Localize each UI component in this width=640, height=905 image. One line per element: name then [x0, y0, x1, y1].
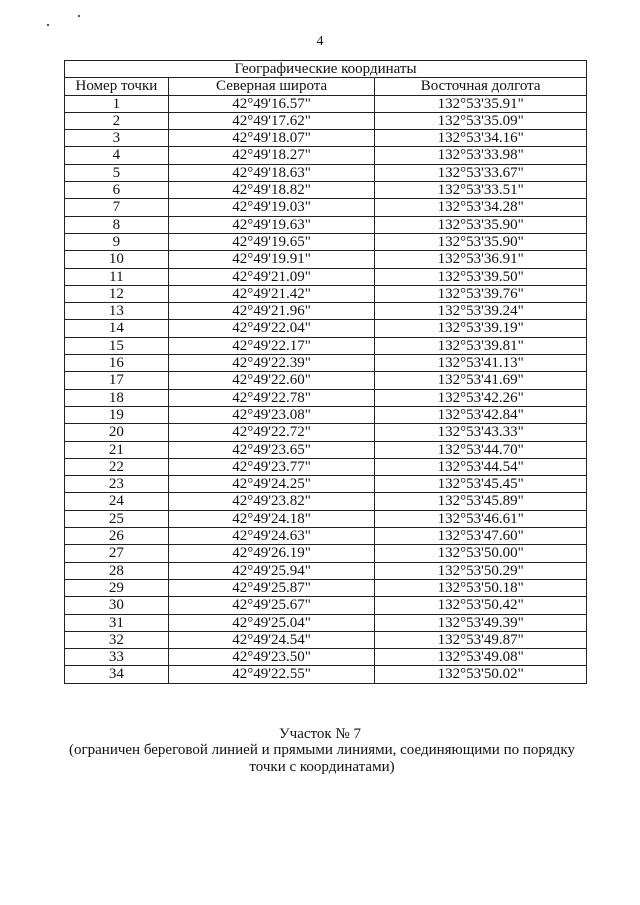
point-number-cell: 24: [65, 493, 169, 510]
point-number-cell: 23: [65, 476, 169, 493]
point-number-cell: 30: [65, 597, 169, 614]
latitude-cell: 42°49'18.82": [168, 182, 375, 199]
table-row: [65, 424, 587, 441]
longitude-cell: 132°53'49.08": [375, 649, 587, 666]
latitude-cell: 42°49'24.63": [168, 528, 375, 545]
latitude-cell: 42°49'24.18": [168, 510, 375, 527]
latitude-cell: 42°49'22.04": [168, 320, 375, 337]
table-row: [65, 441, 587, 458]
point-number-cell: 34: [65, 666, 169, 683]
longitude-cell: 132°53'43.33": [375, 424, 587, 441]
table-row: [65, 614, 587, 631]
point-number-cell: 11: [65, 268, 169, 285]
table-row: [65, 216, 587, 233]
point-number-cell: 3: [65, 130, 169, 147]
longitude-cell: 132°53'49.39": [375, 614, 587, 631]
table-row: [65, 164, 587, 181]
longitude-cell: 132°53'44.70": [375, 441, 587, 458]
section-title: Участок № 7: [279, 726, 361, 742]
table-row: [65, 579, 587, 596]
latitude-cell: 42°49'23.50": [168, 649, 375, 666]
table-row: [65, 597, 587, 614]
table-row: [65, 476, 587, 493]
table-row: [65, 649, 587, 666]
header-longitude: Восточная долгота: [375, 78, 587, 95]
longitude-cell: 132°53'33.67": [375, 164, 587, 181]
longitude-cell: 132°53'50.42": [375, 597, 587, 614]
point-number-cell: 4: [65, 147, 169, 164]
latitude-cell: 42°49'22.78": [168, 389, 375, 406]
latitude-cell: 42°49'19.65": [168, 233, 375, 250]
latitude-cell: 42°49'25.94": [168, 562, 375, 579]
table-row: [65, 233, 587, 250]
header-point-number: Номер точки: [65, 78, 169, 95]
longitude-cell: 132°53'41.69": [375, 372, 587, 389]
point-number-cell: 7: [65, 199, 169, 216]
coordinates-table: [64, 60, 587, 684]
latitude-cell: 42°49'22.60": [168, 372, 375, 389]
point-number-cell: 20: [65, 424, 169, 441]
latitude-cell: 42°49'16.57": [168, 95, 375, 112]
table-row: [65, 147, 587, 164]
longitude-cell: 132°53'39.24": [375, 303, 587, 320]
longitude-cell: 132°53'39.81": [375, 337, 587, 354]
latitude-cell: 42°49'23.82": [168, 493, 375, 510]
scan-speck: [78, 15, 80, 17]
latitude-cell: 42°49'22.55": [168, 666, 375, 683]
latitude-cell: 42°49'24.54": [168, 631, 375, 648]
table-row: [65, 545, 587, 562]
point-number-cell: 31: [65, 614, 169, 631]
table-row: [65, 303, 587, 320]
table-row: [65, 320, 587, 337]
latitude-cell: 42°49'17.62": [168, 112, 375, 129]
longitude-cell: 132°53'39.76": [375, 285, 587, 302]
table-row: [65, 268, 587, 285]
table-row: [65, 337, 587, 354]
longitude-cell: 132°53'50.18": [375, 579, 587, 596]
table-row: [65, 355, 587, 372]
latitude-cell: 42°49'21.42": [168, 285, 375, 302]
scan-speck: [47, 24, 49, 26]
table-row: [65, 458, 587, 475]
latitude-cell: 42°49'21.96": [168, 303, 375, 320]
table-row: [65, 130, 587, 147]
latitude-cell: 42°49'22.72": [168, 424, 375, 441]
section-description: (ограничен береговой линией и прямыми линиями, соединяющими по порядку точки с координатами): [68, 742, 575, 775]
point-number-cell: 5: [65, 164, 169, 181]
longitude-cell: 132°53'36.91": [375, 251, 587, 268]
point-number-cell: 1: [65, 95, 169, 112]
longitude-cell: 132°53'33.51": [375, 182, 587, 199]
longitude-cell: 132°53'41.13": [375, 355, 587, 372]
table-caption-row: [65, 61, 587, 78]
point-number-cell: 6: [65, 182, 169, 199]
latitude-cell: 42°49'21.09": [168, 268, 375, 285]
point-number-cell: 8: [65, 216, 169, 233]
point-number-cell: 14: [65, 320, 169, 337]
point-number-cell: 15: [65, 337, 169, 354]
point-number-cell: 16: [65, 355, 169, 372]
point-number-cell: 17: [65, 372, 169, 389]
point-number-cell: 33: [65, 649, 169, 666]
latitude-cell: 42°49'19.91": [168, 251, 375, 268]
latitude-cell: 42°49'24.25": [168, 476, 375, 493]
latitude-cell: 42°49'22.39": [168, 355, 375, 372]
longitude-cell: 132°53'50.29": [375, 562, 587, 579]
table-row: [65, 510, 587, 527]
table-row: [65, 528, 587, 545]
longitude-cell: 132°53'42.84": [375, 406, 587, 423]
longitude-cell: 132°53'45.45": [375, 476, 587, 493]
table-row: [65, 285, 587, 302]
longitude-cell: 132°53'34.28": [375, 199, 587, 216]
table-row: [65, 406, 587, 423]
table-row: [65, 251, 587, 268]
table-row: [65, 666, 587, 683]
point-number-cell: 26: [65, 528, 169, 545]
table-row: [65, 95, 587, 112]
longitude-cell: 132°53'46.61": [375, 510, 587, 527]
longitude-cell: 132°53'35.90": [375, 233, 587, 250]
latitude-cell: 42°49'25.67": [168, 597, 375, 614]
table-body: [65, 95, 587, 683]
table-header-row: [65, 78, 587, 95]
latitude-cell: 42°49'23.65": [168, 441, 375, 458]
point-number-cell: 22: [65, 458, 169, 475]
latitude-cell: 42°49'19.03": [168, 199, 375, 216]
table-row: [65, 199, 587, 216]
latitude-cell: 42°49'18.07": [168, 130, 375, 147]
latitude-cell: 42°49'25.87": [168, 579, 375, 596]
longitude-cell: 132°53'34.16": [375, 130, 587, 147]
longitude-cell: 132°53'35.91": [375, 95, 587, 112]
longitude-cell: 132°53'50.02": [375, 666, 587, 683]
latitude-cell: 42°49'22.17": [168, 337, 375, 354]
longitude-cell: 132°53'42.26": [375, 389, 587, 406]
header-latitude: Северная широта: [168, 78, 375, 95]
longitude-cell: 132°53'45.89": [375, 493, 587, 510]
latitude-cell: 42°49'19.63": [168, 216, 375, 233]
point-number-cell: 32: [65, 631, 169, 648]
latitude-cell: 42°49'23.08": [168, 406, 375, 423]
point-number-cell: 2: [65, 112, 169, 129]
table-row: [65, 182, 587, 199]
point-number-cell: 13: [65, 303, 169, 320]
longitude-cell: 132°53'44.54": [375, 458, 587, 475]
table-row: [65, 631, 587, 648]
point-number-cell: 10: [65, 251, 169, 268]
longitude-cell: 132°53'39.19": [375, 320, 587, 337]
longitude-cell: 132°53'50.00": [375, 545, 587, 562]
table-row: [65, 372, 587, 389]
longitude-cell: 132°53'47.60": [375, 528, 587, 545]
latitude-cell: 42°49'23.77": [168, 458, 375, 475]
latitude-cell: 42°49'25.04": [168, 614, 375, 631]
longitude-cell: 132°53'33.98": [375, 147, 587, 164]
point-number-cell: 27: [65, 545, 169, 562]
point-number-cell: 21: [65, 441, 169, 458]
latitude-cell: 42°49'18.63": [168, 164, 375, 181]
point-number-cell: 12: [65, 285, 169, 302]
point-number-cell: 19: [65, 406, 169, 423]
point-number-cell: 18: [65, 389, 169, 406]
table-row: [65, 389, 587, 406]
latitude-cell: 42°49'18.27": [168, 147, 375, 164]
point-number-cell: 25: [65, 510, 169, 527]
longitude-cell: 132°53'35.90": [375, 216, 587, 233]
point-number-cell: 28: [65, 562, 169, 579]
page-number: 4: [316, 34, 324, 49]
table-row: [65, 112, 587, 129]
table-row: [65, 493, 587, 510]
point-number-cell: 9: [65, 233, 169, 250]
table-row: [65, 562, 587, 579]
longitude-cell: 132°53'35.09": [375, 112, 587, 129]
longitude-cell: 132°53'39.50": [375, 268, 587, 285]
longitude-cell: 132°53'49.87": [375, 631, 587, 648]
point-number-cell: 29: [65, 579, 169, 596]
table-caption: Географические координаты: [65, 61, 587, 78]
latitude-cell: 42°49'26.19": [168, 545, 375, 562]
